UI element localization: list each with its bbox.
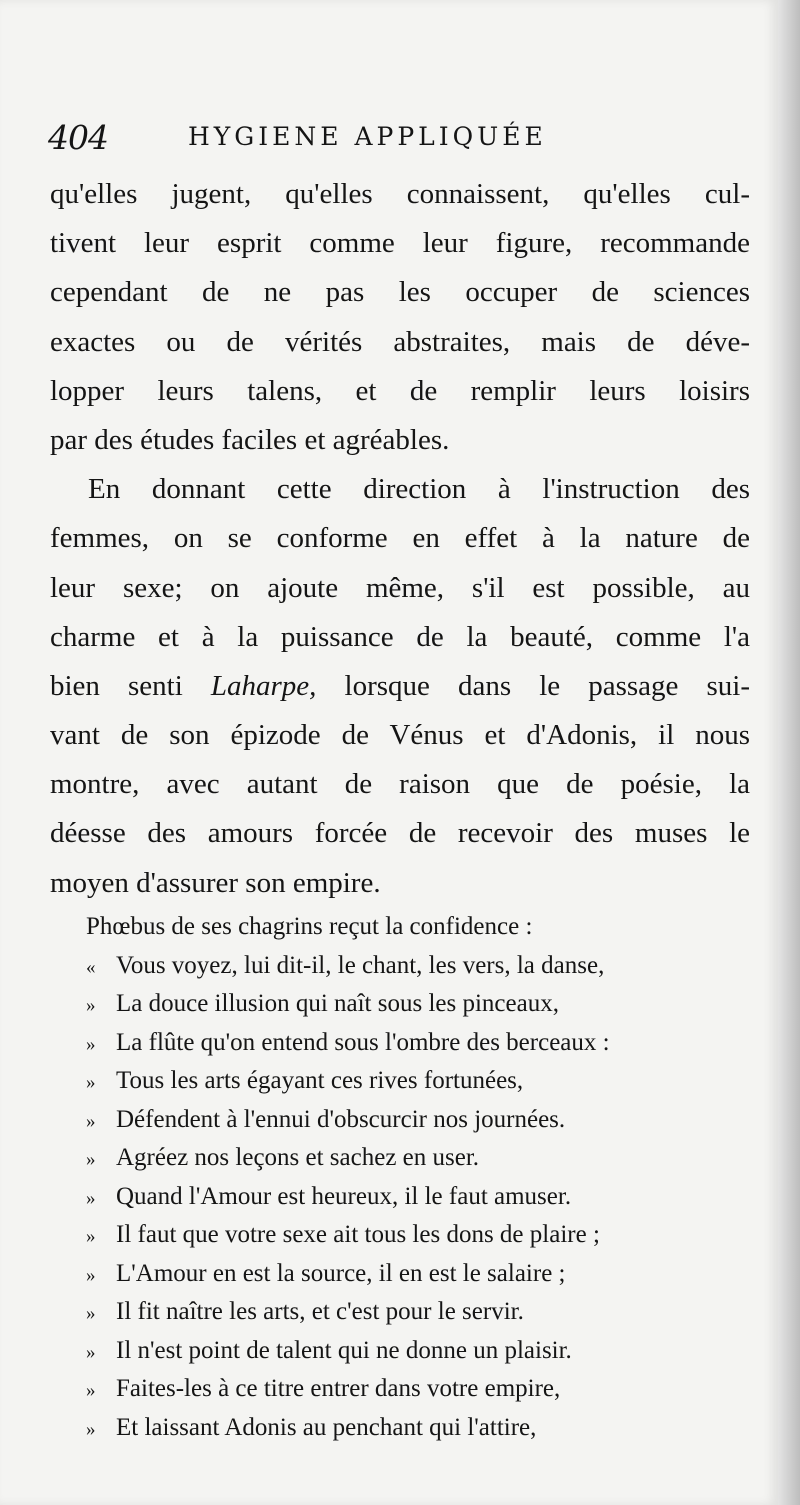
text-line: leur sexe; on ajoute même, s'il est possible, au [50, 571, 750, 604]
prose-block [50, 170, 750, 908]
text-segment: lorsque dans le passage sui- [316, 669, 750, 702]
verse-text: Il fit naître les arts, et c'est pour le servir. [116, 1298, 524, 1325]
running-title: HYGIENE APPLIQUÉE [188, 122, 547, 151]
verse-text: Faites-les à ce titre entrer dans votre empire, [116, 1375, 561, 1402]
quote-mark: » [86, 1264, 96, 1286]
page-number: 404 [48, 118, 108, 157]
text-line: lopper leurs talens, et de remplir leurs loisirs [50, 374, 750, 407]
text-line: moyen d'assurer son empire. [50, 866, 381, 899]
verse-line: Phœbus de ses chagrins reçut la confidence : [86, 913, 533, 940]
text-line: montre, avec autant de raison que de poésie, la [50, 768, 750, 801]
verse-line [86, 1293, 746, 1332]
text-line: charme et à la puissance de la beauté, comme l'a [50, 620, 750, 653]
verse-line [86, 947, 746, 986]
verse-text: Vous voyez, lui dit-il, le chant, les vers, la danse, [116, 951, 605, 979]
verse-text: Il n'est point de talent qui ne donne un plaisir. [116, 1336, 572, 1364]
verse-text: L'Amour en est la source, il en est le salaire ; [116, 1259, 566, 1287]
text-line: cependant de ne pas les occuper de sciences [50, 276, 750, 309]
verse-text: Et laissant Adonis au penchant qui l'attire, [116, 1413, 537, 1441]
verse-text: Agréez nos leçons et sachez en user. [116, 1144, 480, 1171]
text-line: déesse des amours forcée de recevoir des muses le [50, 817, 750, 850]
text-segment: bien senti [50, 669, 211, 702]
verse-line [86, 1409, 746, 1448]
running-head [48, 110, 748, 160]
verse-quotation [86, 908, 746, 1447]
verse-line [86, 985, 746, 1024]
verse-line [86, 1062, 746, 1101]
quote-mark: » [86, 1149, 96, 1170]
page-edge [778, 0, 800, 1505]
quote-mark: » [86, 1072, 96, 1093]
text-line: En donnant cette direction à l'instruction des [88, 473, 750, 506]
quote-mark: » [86, 995, 96, 1016]
text-line-with-name [50, 662, 750, 711]
quote-mark: » [86, 1380, 96, 1401]
verse-text: La douce illusion qui naît sous les pinceaux, [116, 990, 559, 1017]
verse-line [86, 1370, 746, 1409]
verse-text: Il faut que votre sexe ait tous les dons de plaire ; [116, 1221, 600, 1248]
quote-mark: « [86, 956, 96, 978]
verse-text: La flûte qu'on entend sous l'ombre des berceaux : [116, 1028, 610, 1056]
verse-line [86, 1332, 746, 1371]
quote-mark: » [86, 1303, 96, 1324]
verse-text: Défendent à l'ennui d'obscurcir nos journées. [116, 1105, 566, 1133]
verse-line [86, 1255, 746, 1294]
verse-line [86, 1216, 746, 1255]
verse-text: Tous les arts égayant ces rives fortunées, [116, 1067, 524, 1094]
text-line: vant de son épizode de Vénus et d'Adonis, il nous [50, 719, 750, 752]
verse-line [86, 1139, 746, 1178]
quote-mark: » [86, 1110, 96, 1132]
quote-mark: » [86, 1226, 96, 1247]
verse-text: Quand l'Amour est heureux, il le faut amuser. [116, 1182, 572, 1210]
verse-line [86, 1101, 746, 1140]
quote-mark: » [86, 1418, 96, 1440]
text-line: femmes, on se conforme en effet à la nature de [50, 522, 750, 555]
text-line: qu'elles jugent, qu'elles connaissent, qu'elles cul- [50, 178, 750, 210]
text-line: par des études faciles et agréables. [50, 423, 450, 456]
verse-line [86, 1178, 746, 1217]
text-line: tivent leur esprit comme leur figure, recommande [50, 227, 750, 260]
verse-line [86, 1024, 746, 1063]
quote-mark: » [86, 1187, 96, 1209]
author-name: Laharpe, [210, 669, 317, 702]
quote-mark: » [86, 1341, 96, 1363]
quote-mark: » [86, 1033, 96, 1055]
text-line: exactes ou de vérités abstraites, mais de déve- [50, 325, 750, 358]
